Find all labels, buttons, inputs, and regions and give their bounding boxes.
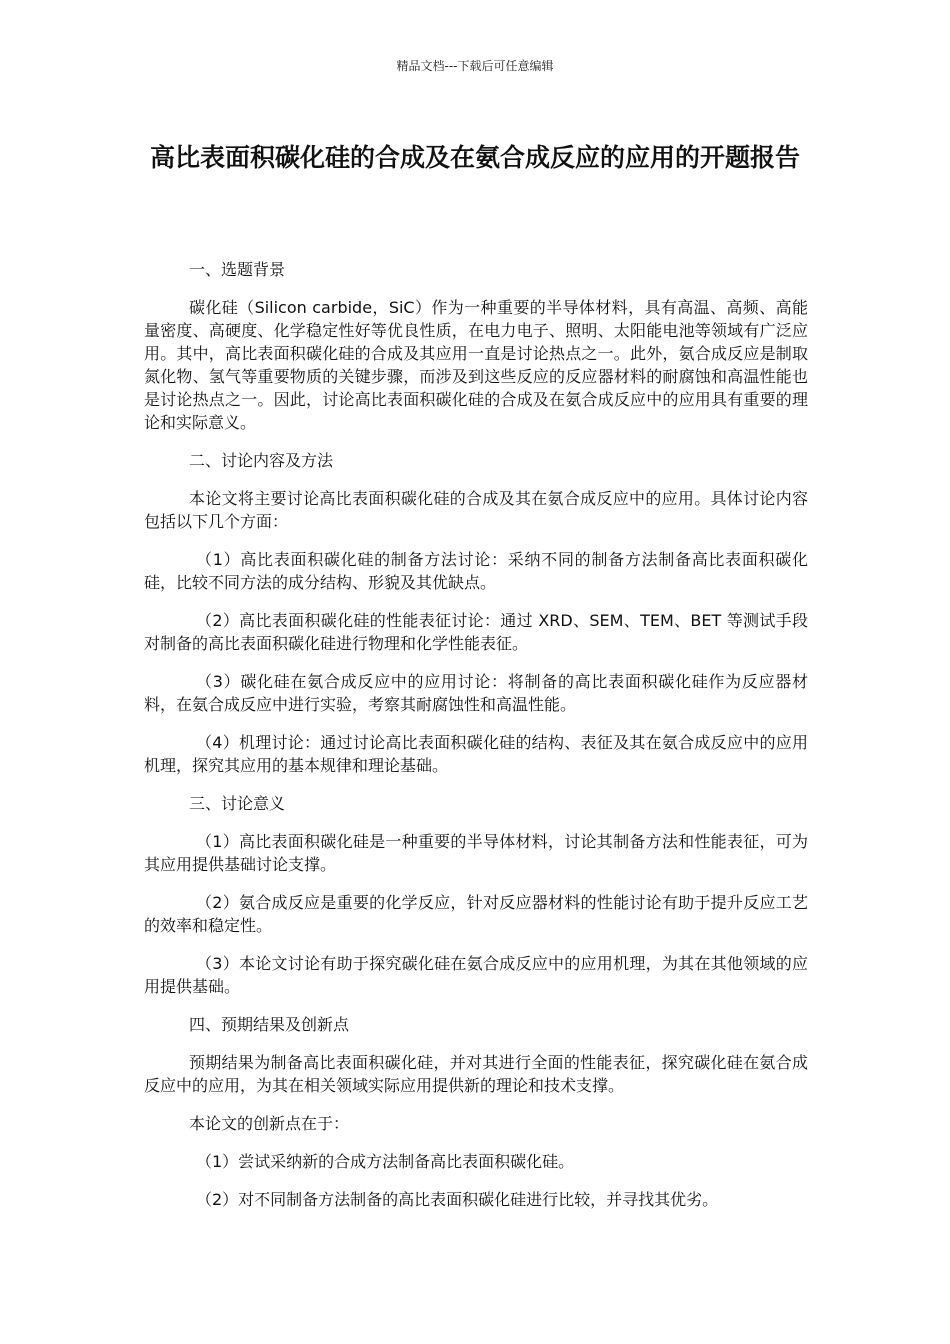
background-paragraph: 碳化硅（Silicon carbide，SiC）作为一种重要的半导体材料，具有高温、高频、高能量密度、高硬度、化学稳定性好等优良性质，在电力电子、照明、太阳能电池等领域有广泛应用。其中，高比表面积碳化硅的合成及其应用一直是讨论热点之一。此外，氨合成反应是制取氮化物、氢气等重要物质的关键步骤，而涉及到这些反应的反应器材料的耐腐蚀和高温性能也是讨论热点之一。因此，讨论高比表面积碳化硅的合成及在氨合成反应中的应用具有重要的理论和实际意义。: [144, 298, 808, 432]
content-item-4: （4）机理讨论：通过讨论高比表面积碳化硅的结构、表征及其在氨合成反应中的应用机理，探究其应用的基本规律和理论基础。: [144, 733, 808, 775]
section-heading-content: 二、讨论内容及方法: [189, 451, 334, 470]
content-item-1: （1）高比表面积碳化硅的制备方法讨论：采纳不同的制备方法制备高比表面积碳化硅，比较不同方法的成分结构、形貌及其优缺点。: [144, 550, 808, 592]
content-intro-paragraph: 本论文将主要讨论高比表面积碳化硅的合成及其在氨合成反应中的应用。具体讨论内容包括以下几个方面：: [144, 489, 808, 531]
section-heading-results: 四、预期结果及创新点: [189, 1015, 350, 1034]
innovation-item-1: （1）尝试采纳新的合成方法制备高比表面积碳化硅。: [196, 1152, 575, 1171]
header-note: 精品文档---下载后可任意编辑: [396, 59, 554, 73]
section-heading-significance: 三、讨论意义: [189, 794, 286, 813]
innovation-item-2: （2）对不同制备方法制备的高比表面积碳化硅进行比较，并寻找其优劣。: [196, 1190, 719, 1209]
significance-item-2: （2）氨合成反应是重要的化学反应，针对反应器材料的性能讨论有助于提升反应工艺的效率和稳定性。: [144, 893, 808, 935]
document-body: [144, 258, 808, 1226]
document-title: 高比表面积碳化硅的合成及在氨合成反应的应用的开题报告: [149, 143, 800, 172]
expected-results-paragraph: 预期结果为制备高比表面积碳化硅，并对其进行全面的性能表征，探究碳化硅在氨合成反应中的应用，为其在相关领域实际应用提供新的理论和技术支撑。: [144, 1053, 808, 1095]
section-heading-background: 一、选题背景: [189, 260, 286, 279]
content-item-2: （2）高比表面积碳化硅的性能表征讨论：通过 XRD、SEM、TEM、BET 等测试手段对制备的高比表面积碳化硅进行物理和化学性能表征。: [144, 611, 808, 653]
content-item-3: （3）碳化硅在氨合成反应中的应用讨论：将制备的高比表面积碳化硅作为反应器材料，在氨合成反应中进行实验，考察其耐腐蚀性和高温性能。: [144, 672, 808, 714]
significance-item-1: （1）高比表面积碳化硅是一种重要的半导体材料，讨论其制备方法和性能表征，可为其应用提供基础讨论支撑。: [144, 832, 808, 874]
innovation-intro-paragraph: 本论文的创新点在于：: [189, 1114, 350, 1133]
significance-item-3: （3）本论文讨论有助于探究碳化硅在氨合成反应中的应用机理，为其在其他领域的应用提供基础。: [144, 954, 808, 996]
